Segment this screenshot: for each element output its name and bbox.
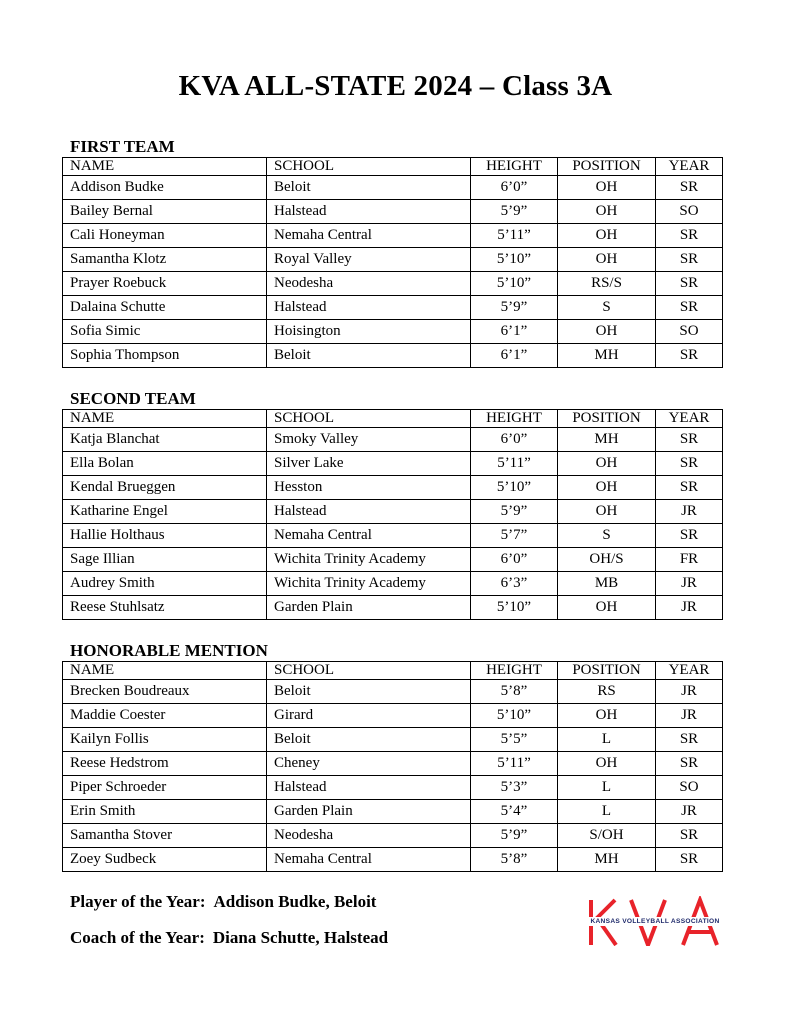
height-value: 6’0” (471, 548, 558, 572)
school-name: Royal Valley (267, 248, 471, 272)
table-row (63, 272, 723, 296)
height-value: 5’8” (471, 680, 558, 704)
player-of-the-year-label: Player of the Year: (70, 892, 206, 911)
height-value: 5’11” (471, 224, 558, 248)
player-name: Brecken Boudreaux (63, 680, 267, 704)
second-team-heading: SECOND TEAM (70, 389, 196, 408)
school-name: Hoisington (267, 320, 471, 344)
height-value: 5’9” (471, 200, 558, 224)
school-name: Beloit (267, 680, 471, 704)
year-value: SR (656, 224, 723, 248)
second-team-table (62, 409, 723, 620)
table-row (63, 476, 723, 500)
position-value: S (558, 296, 656, 320)
height-value: 5’10” (471, 248, 558, 272)
table-row (63, 452, 723, 476)
position-value: S (558, 524, 656, 548)
column-header-name: NAME (63, 158, 267, 176)
table-row (63, 320, 723, 344)
player-of-the-year (70, 892, 376, 912)
position-value: RS/S (558, 272, 656, 296)
year-value: SR (656, 824, 723, 848)
height-value: 5’10” (471, 596, 558, 620)
position-value: S/OH (558, 824, 656, 848)
position-value: MH (558, 428, 656, 452)
table-header-row (63, 410, 723, 428)
table-row (63, 500, 723, 524)
player-name: Reese Stuhlsatz (63, 596, 267, 620)
school-name: Neodesha (267, 824, 471, 848)
year-value: SR (656, 728, 723, 752)
player-name: Kailyn Follis (63, 728, 267, 752)
height-value: 5’10” (471, 476, 558, 500)
column-header-position: POSITION (558, 662, 656, 680)
year-value: JR (656, 500, 723, 524)
year-value: SR (656, 476, 723, 500)
player-name: Bailey Bernal (63, 200, 267, 224)
player-name: Erin Smith (63, 800, 267, 824)
school-name: Nemaha Central (267, 848, 471, 872)
school-name: Girard (267, 704, 471, 728)
player-name: Sofia Simic (63, 320, 267, 344)
kva-logo-tagline: KANSAS VOLLEYBALL ASSOCIATION (585, 917, 725, 926)
column-header-year: YEAR (656, 158, 723, 176)
coach-of-the-year-value: Diana Schutte, Halstead (212, 928, 389, 947)
height-value: 5’5” (471, 728, 558, 752)
player-name: Piper Schroeder (63, 776, 267, 800)
year-value: SR (656, 248, 723, 272)
column-header-school: SCHOOL (267, 662, 471, 680)
player-name: Dalaina Schutte (63, 296, 267, 320)
table-row (63, 524, 723, 548)
page-title: KVA ALL-STATE 2024 – Class 3A (178, 70, 613, 102)
player-name: Katja Blanchat (63, 428, 267, 452)
player-name: Samantha Klotz (63, 248, 267, 272)
second-team-section (62, 389, 722, 620)
player-name: Addison Budke (63, 176, 267, 200)
school-name: Wichita Trinity Academy (267, 548, 471, 572)
height-value: 6’3” (471, 572, 558, 596)
player-name: Katharine Engel (63, 500, 267, 524)
year-value: SR (656, 428, 723, 452)
honorable-mention-table (62, 661, 723, 872)
height-value: 6’1” (471, 320, 558, 344)
honorable-mention-rows (63, 680, 723, 872)
table-row (63, 704, 723, 728)
year-value: SR (656, 752, 723, 776)
school-name: Halstead (267, 200, 471, 224)
position-value: OH (558, 320, 656, 344)
column-header-name: NAME (63, 662, 267, 680)
position-value: OH (558, 704, 656, 728)
column-header-name: NAME (63, 410, 267, 428)
year-value: JR (656, 596, 723, 620)
year-value: SR (656, 296, 723, 320)
table-header-row (63, 158, 723, 176)
height-value: 5’10” (471, 704, 558, 728)
school-name: Cheney (267, 752, 471, 776)
school-name: Garden Plain (267, 596, 471, 620)
table-row (63, 824, 723, 848)
table-row (63, 248, 723, 272)
height-value: 5’7” (471, 524, 558, 548)
table-row (63, 296, 723, 320)
school-name: Beloit (267, 176, 471, 200)
school-name: Nemaha Central (267, 224, 471, 248)
position-value: OH (558, 752, 656, 776)
school-name: Halstead (267, 296, 471, 320)
position-value: RS (558, 680, 656, 704)
player-name: Prayer Roebuck (63, 272, 267, 296)
height-value: 5’9” (471, 500, 558, 524)
year-value: JR (656, 800, 723, 824)
first-team-table (62, 157, 723, 368)
table-row (63, 848, 723, 872)
player-name: Kendal Brueggen (63, 476, 267, 500)
school-name: Wichita Trinity Academy (267, 572, 471, 596)
school-name: Smoky Valley (267, 428, 471, 452)
year-value: FR (656, 548, 723, 572)
year-value: SR (656, 452, 723, 476)
position-value: OH (558, 224, 656, 248)
year-value: JR (656, 572, 723, 596)
position-value: OH (558, 200, 656, 224)
year-value: SR (656, 176, 723, 200)
player-name: Zoey Sudbeck (63, 848, 267, 872)
year-value: SR (656, 524, 723, 548)
table-row (63, 176, 723, 200)
player-name: Cali Honeyman (63, 224, 267, 248)
player-name: Ella Bolan (63, 452, 267, 476)
first-team-heading: FIRST TEAM (70, 137, 175, 156)
player-name: Sage Illian (63, 548, 267, 572)
school-name: Nemaha Central (267, 524, 471, 548)
height-value: 5’9” (471, 824, 558, 848)
table-row (63, 752, 723, 776)
school-name: Beloit (267, 344, 471, 368)
school-name: Halstead (267, 776, 471, 800)
position-value: OH/S (558, 548, 656, 572)
column-header-year: YEAR (656, 410, 723, 428)
position-value: L (558, 800, 656, 824)
column-header-position: POSITION (558, 158, 656, 176)
year-value: SR (656, 272, 723, 296)
first-team-section (62, 137, 722, 368)
year-value: SO (656, 320, 723, 344)
year-value: JR (656, 704, 723, 728)
coach-of-the-year-label: Coach of the Year: (70, 928, 205, 947)
school-name: Hesston (267, 476, 471, 500)
table-row (63, 680, 723, 704)
player-name: Audrey Smith (63, 572, 267, 596)
year-value: SO (656, 776, 723, 800)
height-value: 5’3” (471, 776, 558, 800)
position-value: L (558, 728, 656, 752)
position-value: MH (558, 848, 656, 872)
coach-of-the-year (70, 928, 388, 948)
table-row (63, 200, 723, 224)
height-value: 5’9” (471, 296, 558, 320)
table-row (63, 596, 723, 620)
table-row (63, 800, 723, 824)
player-of-the-year-value: Addison Budke, Beloit (213, 892, 377, 911)
position-value: OH (558, 452, 656, 476)
position-value: OH (558, 596, 656, 620)
column-header-year: YEAR (656, 662, 723, 680)
player-name: Sophia Thompson (63, 344, 267, 368)
table-header-row (63, 662, 723, 680)
position-value: MH (558, 344, 656, 368)
position-value: OH (558, 248, 656, 272)
table-row (63, 728, 723, 752)
column-header-school: SCHOOL (267, 158, 471, 176)
honorable-mention-heading: HONORABLE MENTION (70, 641, 268, 660)
position-value: L (558, 776, 656, 800)
height-value: 6’1” (471, 344, 558, 368)
height-value: 5’11” (471, 752, 558, 776)
player-name: Samantha Stover (63, 824, 267, 848)
table-row (63, 548, 723, 572)
honorable-mention-section (62, 641, 722, 872)
second-team-rows (63, 428, 723, 620)
height-value: 5’10” (471, 272, 558, 296)
table-row (63, 344, 723, 368)
height-value: 6’0” (471, 428, 558, 452)
player-name: Reese Hedstrom (63, 752, 267, 776)
table-row (63, 572, 723, 596)
player-name: Maddie Coester (63, 704, 267, 728)
year-value: SR (656, 848, 723, 872)
height-value: 5’8” (471, 848, 558, 872)
position-value: MB (558, 572, 656, 596)
year-value: SR (656, 344, 723, 368)
height-value: 6’0” (471, 176, 558, 200)
player-name: Hallie Holthaus (63, 524, 267, 548)
kva-logo (585, 896, 725, 946)
school-name: Neodesha (267, 272, 471, 296)
table-row (63, 776, 723, 800)
first-team-rows (63, 176, 723, 368)
column-header-height: HEIGHT (471, 410, 558, 428)
position-value: OH (558, 500, 656, 524)
position-value: OH (558, 476, 656, 500)
school-name: Silver Lake (267, 452, 471, 476)
column-header-school: SCHOOL (267, 410, 471, 428)
table-row (63, 428, 723, 452)
table-row (63, 224, 723, 248)
school-name: Beloit (267, 728, 471, 752)
school-name: Halstead (267, 500, 471, 524)
height-value: 5’4” (471, 800, 558, 824)
position-value: OH (558, 176, 656, 200)
school-name: Garden Plain (267, 800, 471, 824)
column-header-height: HEIGHT (471, 158, 558, 176)
column-header-height: HEIGHT (471, 662, 558, 680)
year-value: JR (656, 680, 723, 704)
year-value: SO (656, 200, 723, 224)
column-header-position: POSITION (558, 410, 656, 428)
height-value: 5’11” (471, 452, 558, 476)
